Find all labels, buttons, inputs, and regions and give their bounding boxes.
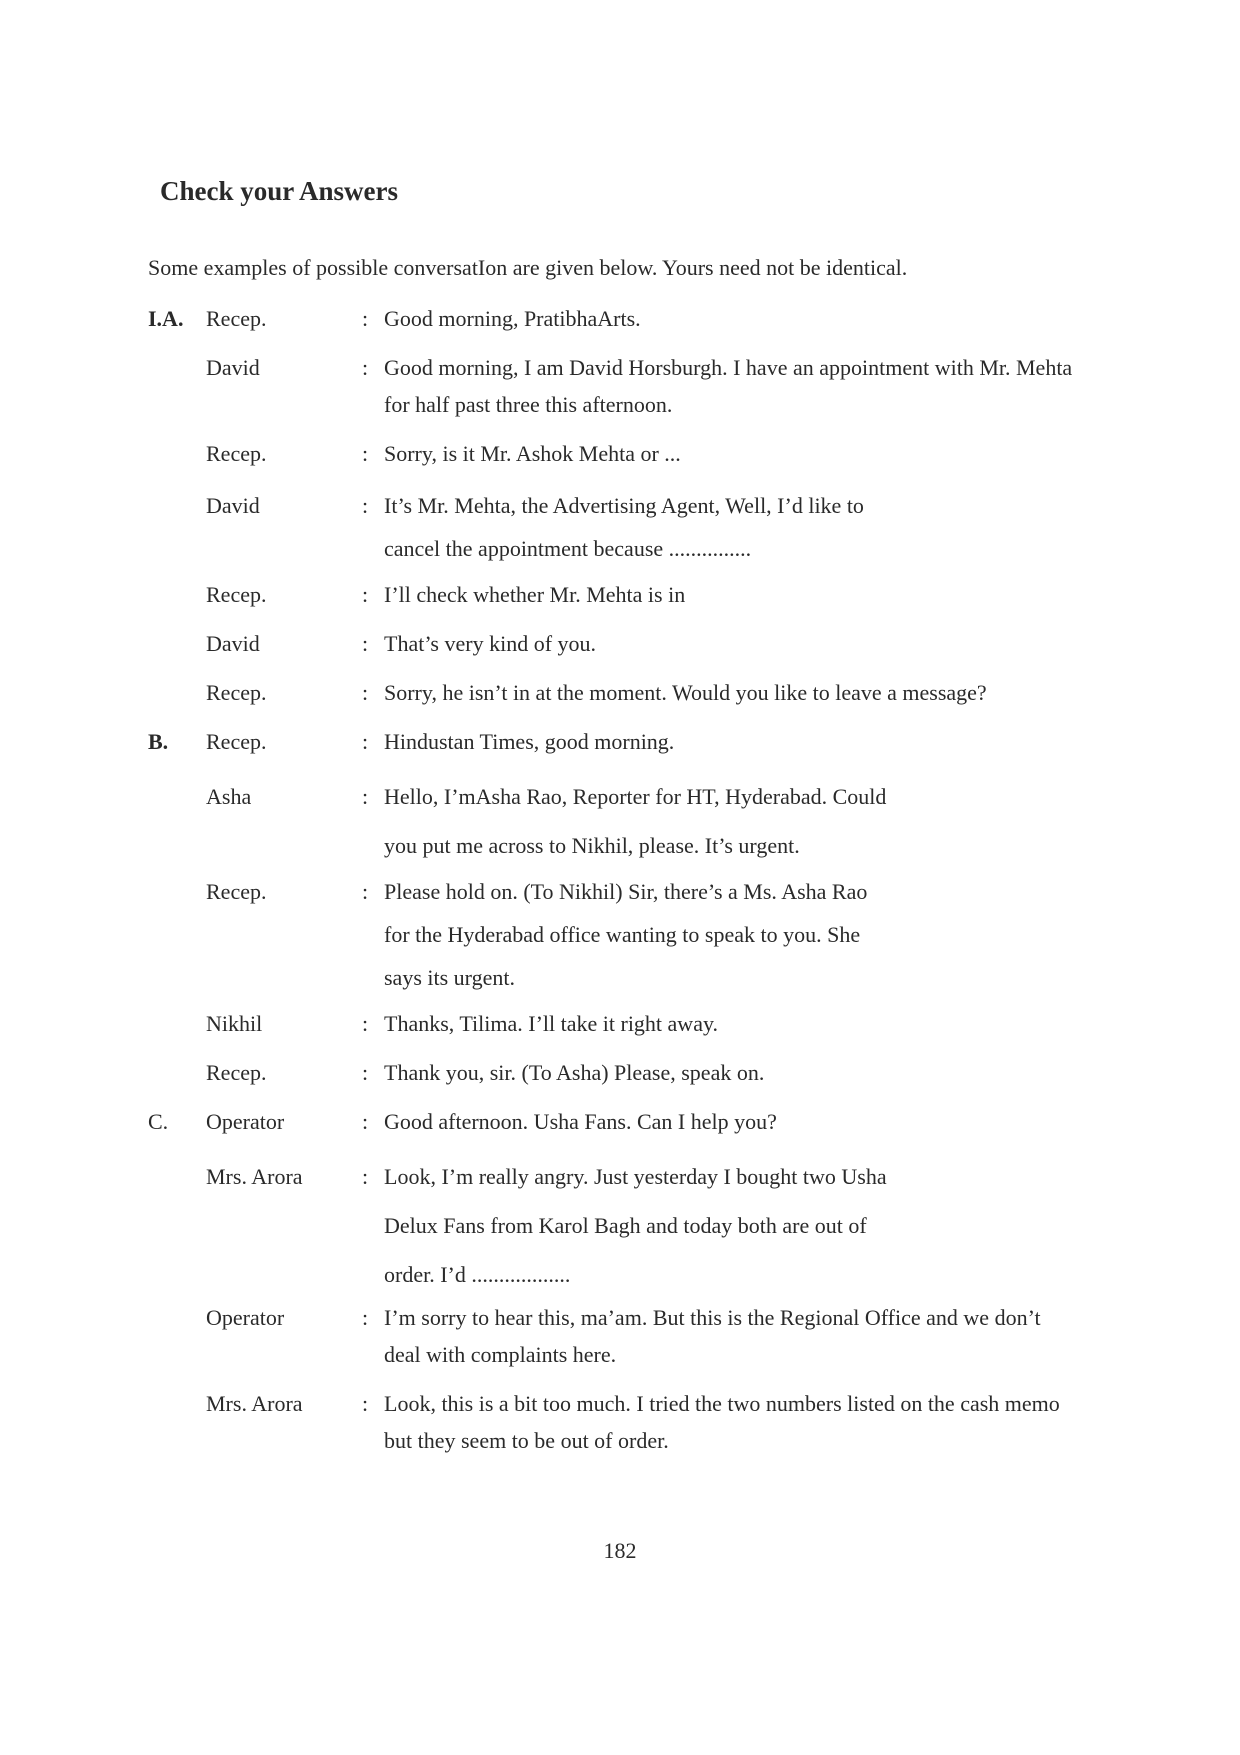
speaker-name: Recep. [206, 306, 267, 331]
utterance-text [384, 625, 1108, 662]
utterance-text [384, 349, 1108, 423]
utterance-line: says its urgent. [384, 965, 515, 990]
utterance-text [384, 772, 1108, 870]
separator-colon: : [362, 631, 369, 656]
speaker-name: Operator [206, 1305, 285, 1330]
utterance-line: Thanks, Tilima. I’ll take it right away. [384, 1011, 719, 1036]
separator-colon: : [362, 729, 369, 754]
separator-colon: : [362, 1109, 369, 1134]
separator-colon: : [362, 306, 369, 331]
dialogue-line [148, 435, 1108, 472]
utterance-line: Hello, I’mAsha Rao, Reporter for HT, Hyderabad. Could [384, 784, 887, 809]
utterance-line: order. I’d .................. [384, 1262, 571, 1287]
speaker-name: Asha [206, 784, 252, 809]
dialogue-line [148, 674, 1108, 711]
utterance-text [384, 435, 1108, 472]
utterance-text [384, 1152, 1108, 1299]
utterance-text [384, 484, 1108, 570]
dialogue-line [148, 484, 1108, 570]
speaker-name: Recep. [206, 680, 267, 705]
utterance-line: you put me across to Nikhil, please. It’s urgent. [384, 833, 800, 858]
separator-colon: : [362, 1305, 369, 1330]
dialogue-line [148, 349, 1108, 423]
utterance-text [384, 300, 1108, 337]
utterance-text [384, 674, 1108, 711]
speaker-name: David [206, 631, 260, 656]
section-label: B. [148, 729, 169, 754]
speaker-name: Nikhil [206, 1011, 263, 1036]
speaker-name: Recep. [206, 1060, 267, 1085]
section-label: I.A. [148, 306, 184, 331]
separator-colon: : [362, 879, 369, 904]
dialogue-line [148, 300, 1108, 337]
separator-colon: : [362, 680, 369, 705]
utterance-line: deal with complaints here. [384, 1342, 617, 1367]
utterance-line: I’m sorry to hear this, ma’am. But this is the Regional Office and we don’t [384, 1305, 1041, 1330]
speaker-name: Recep. [206, 582, 267, 607]
speaker-name: Recep. [206, 441, 267, 466]
speaker-name: David [206, 493, 260, 518]
dialogue-line [148, 576, 1108, 613]
dialogue-line [148, 870, 1108, 999]
utterance-line: Good morning, I am David Horsburgh. I have an appointment with Mr. Mehta [384, 355, 1073, 380]
dialogue-line [148, 1385, 1108, 1459]
speaker-name: Operator [206, 1109, 285, 1134]
dialogue-line [148, 625, 1108, 662]
utterance-line: Thank you, sir. (To Asha) Please, speak on. [384, 1060, 765, 1085]
separator-colon: : [362, 1391, 369, 1416]
dialogue-line [148, 723, 1108, 760]
section-label: C. [148, 1109, 169, 1134]
utterance-line: It’s Mr. Mehta, the Advertising Agent, Well, I’d like to [384, 493, 864, 518]
utterance-line: Good morning, PratibhaArts. [384, 306, 641, 331]
utterance-line: Please hold on. (To Nikhil) Sir, there’s a Ms. Asha Rao [384, 879, 868, 904]
utterance-line: for the Hyderabad office wanting to speak to you. She [384, 922, 861, 947]
utterance-text [384, 1299, 1108, 1373]
speaker-name: Mrs. Arora [206, 1164, 303, 1189]
utterance-line: That’s very kind of you. [384, 631, 597, 656]
intro-paragraph: Some examples of possible conversatIon are given below. Yours need not be identical. [148, 255, 908, 280]
utterance-text [384, 576, 1108, 613]
utterance-line: I’ll check whether Mr. Mehta is in [384, 582, 686, 607]
utterance-text [384, 1005, 1108, 1042]
utterance-text [384, 1385, 1108, 1459]
page-heading: Check your Answers [160, 176, 399, 206]
utterance-line: Hindustan Times, good morning. [384, 729, 675, 754]
separator-colon: : [362, 441, 369, 466]
speaker-name: David [206, 355, 260, 380]
dialogue-line [148, 772, 1108, 870]
utterance-text [384, 1103, 1108, 1140]
dialogue-line [148, 1152, 1108, 1299]
separator-colon: : [362, 784, 369, 809]
utterance-line: Good afternoon. Usha Fans. Can I help you? [384, 1109, 777, 1134]
utterance-line: for half past three this afternoon. [384, 392, 673, 417]
utterance-line: Look, this is a bit too much. I tried the two numbers listed on the cash memo [384, 1391, 1060, 1416]
page-number: 182 [603, 1538, 637, 1563]
speaker-name: Recep. [206, 729, 267, 754]
separator-colon: : [362, 1164, 369, 1189]
separator-colon: : [362, 1060, 369, 1085]
utterance-text [384, 870, 1108, 999]
utterance-line: Sorry, is it Mr. Ashok Mehta or ... [384, 441, 681, 466]
dialogue-line [148, 1054, 1108, 1091]
utterance-text [384, 1054, 1108, 1091]
utterance-line: Sorry, he isn’t in at the moment. Would you like to leave a message? [384, 680, 987, 705]
dialogue-line [148, 1005, 1108, 1042]
separator-colon: : [362, 493, 369, 518]
separator-colon: : [362, 1011, 369, 1036]
separator-colon: : [362, 355, 369, 380]
dialogue-line [148, 1103, 1108, 1140]
dialogue-line [148, 1299, 1108, 1373]
utterance-line: but they seem to be out of order. [384, 1428, 669, 1453]
utterance-line: cancel the appointment because ............... [384, 536, 752, 561]
speaker-name: Recep. [206, 879, 267, 904]
utterance-line: Delux Fans from Karol Bagh and today both are out of [384, 1213, 867, 1238]
utterance-text [384, 723, 1108, 760]
utterance-line: Look, I’m really angry. Just yesterday I bought two Usha [384, 1164, 887, 1189]
dialogue-list [148, 300, 1108, 1471]
speaker-name: Mrs. Arora [206, 1391, 303, 1416]
separator-colon: : [362, 582, 369, 607]
